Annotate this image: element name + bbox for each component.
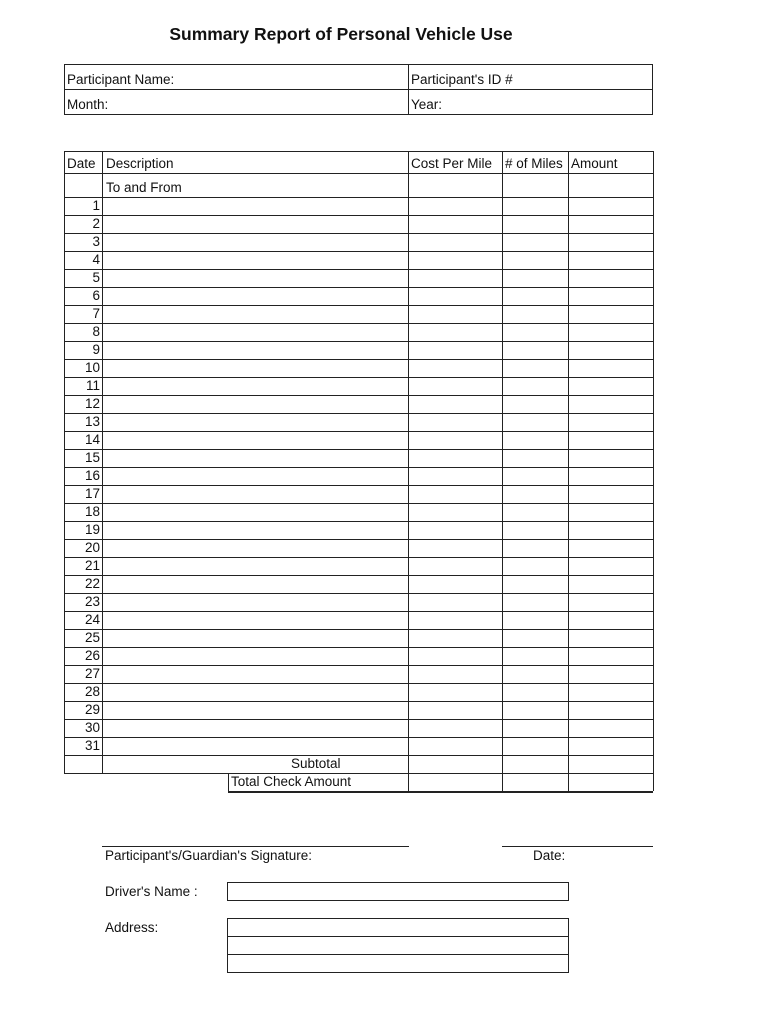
participant-name-label: Participant Name: bbox=[67, 72, 175, 87]
table-row[interactable] bbox=[103, 720, 652, 737]
subtotal-miles-cell[interactable] bbox=[503, 756, 563, 773]
row-number: 17 bbox=[84, 486, 100, 501]
address-input-line-1[interactable] bbox=[227, 918, 569, 937]
row-number: 10 bbox=[84, 360, 100, 375]
row-number: 22 bbox=[84, 576, 100, 591]
signature-label: Participant's/Guardian's Signature: bbox=[105, 848, 313, 863]
row-number: 4 bbox=[92, 252, 100, 267]
row-number: 30 bbox=[84, 720, 100, 735]
row-number: 20 bbox=[84, 540, 100, 555]
table-row[interactable] bbox=[103, 612, 652, 629]
row-number: 2 bbox=[92, 216, 100, 231]
table-row[interactable] bbox=[103, 648, 652, 665]
row-number: 5 bbox=[92, 270, 100, 285]
table-row[interactable] bbox=[103, 558, 652, 575]
row-number: 11 bbox=[85, 378, 100, 393]
table-row[interactable] bbox=[103, 378, 652, 395]
table-row[interactable] bbox=[103, 396, 652, 413]
description-subheader: To and From bbox=[106, 180, 182, 195]
page-title: Summary Report of Personal Vehicle Use bbox=[169, 24, 513, 44]
table-row[interactable] bbox=[103, 198, 652, 215]
row-number: 25 bbox=[84, 630, 100, 645]
table-row[interactable] bbox=[103, 630, 652, 647]
table-row[interactable] bbox=[103, 432, 652, 449]
row-number: 27 bbox=[84, 666, 100, 681]
column-header-num-miles: # of Miles bbox=[505, 156, 563, 171]
total-miles-cell[interactable] bbox=[503, 774, 563, 791]
table-row[interactable] bbox=[103, 576, 652, 593]
table-row[interactable] bbox=[103, 486, 652, 503]
table-row[interactable] bbox=[103, 306, 652, 323]
column-header-date: Date bbox=[67, 156, 96, 171]
table-row[interactable] bbox=[103, 414, 652, 431]
row-number: 7 bbox=[92, 306, 100, 321]
row-number: 18 bbox=[84, 504, 100, 519]
row-number: 14 bbox=[84, 432, 100, 447]
date-line[interactable] bbox=[502, 846, 653, 847]
table-row[interactable] bbox=[103, 450, 652, 467]
subtotal-cost-cell[interactable] bbox=[409, 756, 469, 773]
column-header-cost-per-mile: Cost Per Mile bbox=[411, 156, 493, 171]
table-row[interactable] bbox=[103, 540, 652, 557]
row-number: 9 bbox=[92, 342, 100, 357]
table-row[interactable] bbox=[103, 288, 652, 305]
table-row[interactable] bbox=[103, 324, 652, 341]
address-label: Address: bbox=[105, 920, 159, 935]
total-check-amount-label: Total Check Amount bbox=[231, 774, 352, 789]
row-number: 3 bbox=[92, 234, 100, 249]
table-row[interactable] bbox=[103, 738, 652, 755]
participant-id-label: Participant's ID # bbox=[411, 72, 513, 87]
subtotal-amount-cell[interactable] bbox=[569, 756, 629, 773]
table-row[interactable] bbox=[103, 666, 652, 683]
row-number: 8 bbox=[92, 324, 100, 339]
row-number: 6 bbox=[92, 288, 100, 303]
row-number: 24 bbox=[84, 612, 100, 627]
column-header-amount: Amount bbox=[571, 156, 618, 171]
table-row[interactable] bbox=[103, 252, 652, 269]
table-row[interactable] bbox=[103, 342, 652, 359]
row-number: 12 bbox=[84, 396, 100, 411]
table-row[interactable] bbox=[103, 216, 652, 233]
total-cost-cell[interactable] bbox=[409, 774, 469, 791]
month-label: Month: bbox=[67, 97, 109, 112]
table-row[interactable] bbox=[103, 504, 652, 521]
row-number: 13 bbox=[84, 414, 100, 429]
row-number: 15 bbox=[84, 450, 100, 465]
date-label: Date: bbox=[533, 848, 566, 863]
row-number: 1 bbox=[92, 198, 100, 213]
drivers-name-label: Driver's Name : bbox=[105, 884, 198, 899]
row-number: 16 bbox=[84, 468, 100, 483]
subtotal-label: Subtotal bbox=[291, 756, 341, 771]
row-number: 28 bbox=[84, 684, 100, 699]
row-number: 31 bbox=[84, 738, 100, 753]
table-row[interactable] bbox=[103, 468, 652, 485]
row-number: 26 bbox=[84, 648, 100, 663]
address-input-line-2[interactable] bbox=[227, 936, 569, 955]
total-amount-cell[interactable] bbox=[569, 774, 629, 791]
table-row[interactable] bbox=[103, 234, 652, 251]
table-row[interactable] bbox=[103, 360, 652, 377]
table-row[interactable] bbox=[103, 684, 652, 701]
address-input-line-3[interactable] bbox=[227, 954, 569, 973]
row-number: 29 bbox=[84, 702, 100, 717]
drivers-name-input[interactable] bbox=[227, 882, 569, 901]
table-row[interactable] bbox=[103, 522, 652, 539]
table-row[interactable] bbox=[103, 594, 652, 611]
column-header-description: Description bbox=[106, 156, 174, 171]
row-number: 21 bbox=[84, 558, 100, 573]
table-row[interactable] bbox=[103, 702, 652, 719]
table-row[interactable] bbox=[103, 270, 652, 287]
row-number: 19 bbox=[84, 522, 100, 537]
row-number: 23 bbox=[84, 594, 100, 609]
year-label: Year: bbox=[411, 97, 443, 112]
